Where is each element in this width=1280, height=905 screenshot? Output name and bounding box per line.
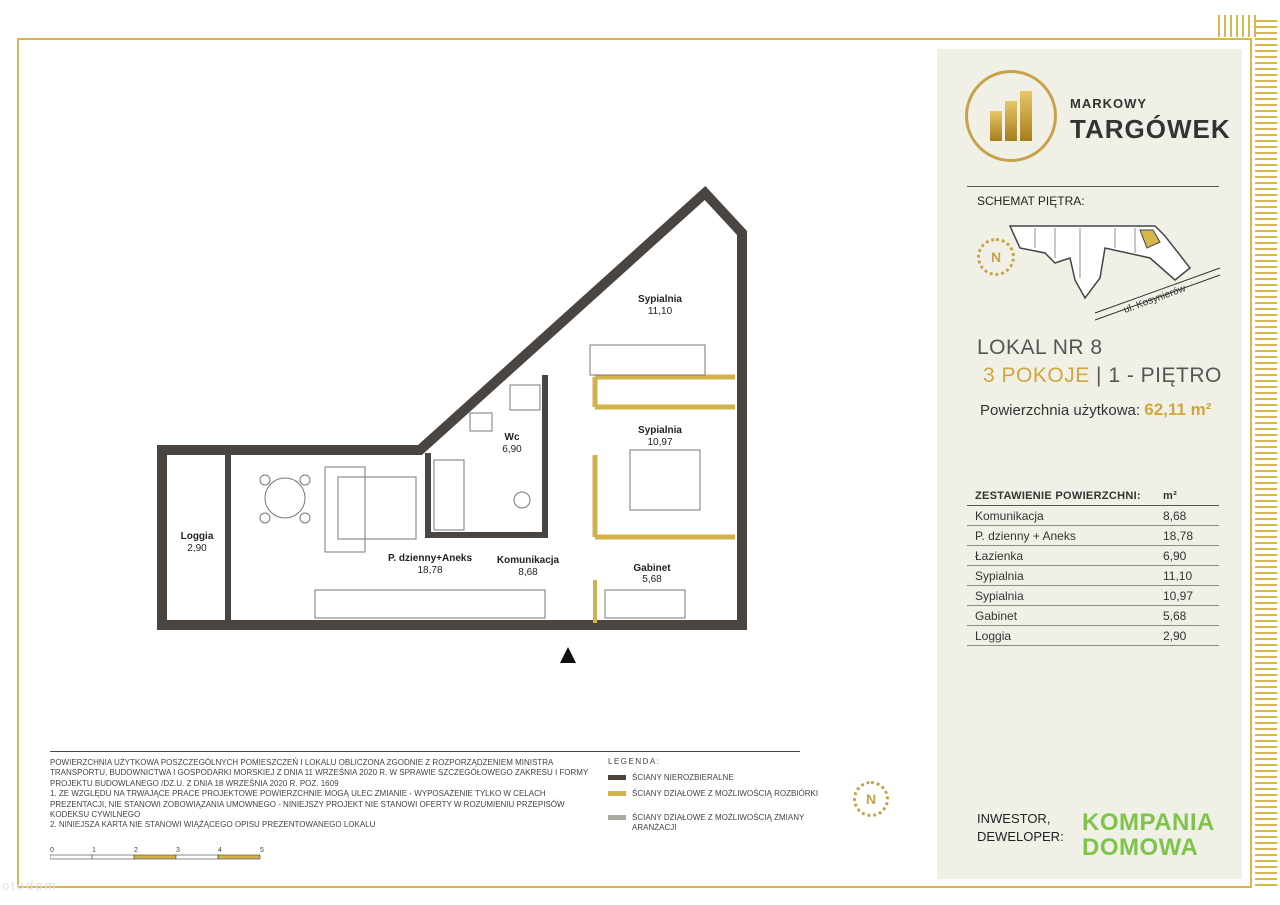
decorative-stripes-right	[1255, 20, 1277, 890]
lokal-number: LOKAL NR 8	[977, 336, 1103, 359]
table-row: Łazienka 6,90	[967, 546, 1219, 566]
notes-divider	[50, 751, 800, 752]
usable-area-label: Powierzchnia użytkowa:	[980, 402, 1145, 419]
room-label: Gabinet	[633, 563, 671, 574]
rooms-and-floor	[983, 364, 1222, 388]
rooms-count: 3 POKOJE	[983, 364, 1090, 387]
table-header	[967, 487, 1219, 506]
table-row: Gabinet 5,68	[967, 606, 1219, 626]
table-title: ZESTAWIENIE POWIERZCHNI:	[975, 490, 1141, 502]
svg-text:5: 5	[260, 847, 264, 854]
room-area: 5,68	[642, 574, 662, 585]
table-row: Komunikacja 8,68	[967, 506, 1219, 526]
table-row: Sypialnia 10,97	[967, 586, 1219, 606]
usable-area	[980, 400, 1211, 420]
room-label: Sypialnia	[638, 294, 682, 305]
street-label: ul. Kosynierów	[1122, 283, 1188, 316]
room-label: Loggia	[180, 531, 214, 542]
investor-label: INWESTOR, DEWELOPER:	[977, 811, 1064, 844]
legal-notes: POWIERZCHNIA UŻYTKOWA POSZCZEGÓLNYCH POMIESZCZEŃ I LOKALU OBLICZONA ZGODNIE Z ROZPORZĄDZENIEM MINISTRA TRANSPORTU, BUDOWNICTWA I GOSPODARKI MORSKIEJ Z DNIA 11 WRZEŚNIA 2020 R. W SPRAWIE SZCZEGÓŁOWEGO ZAKRESU I FORMY PROJEKTU BUDOWLANEGO /DZ.U. Z DNIA 18 WRZEŚNIA 2020 R. POZ. 1609 1. ZE WZGLĘDU NA TRWAJĄCE PRACE PROJEKTOWE POWIERZCHNIE MOGĄ ULEC ZMIANIE - WYPOSAŻENIE TYLKO W CELACH PREZENTACJI, NIE STANOWI ZOBOWIĄZANIA UMOWNEGO - NINIEJSZY PROJEKT NIE STANOWI OFERTY W ROZUMIENIU PRZEPISÓW KODEKSU CYWILNEGO 2. NINIEJSZA KARTA NIE STANOWI WIĄŻĄCEGO OPISU PREZENTOWANEGO LOKALU	[50, 758, 589, 830]
room-label: P. dzienny+Aneks	[387, 553, 473, 564]
watermark: otodom	[2, 878, 58, 893]
table-row: Loggia 2,90	[967, 626, 1219, 646]
scale-bar	[50, 845, 270, 865]
room-area: 6,90	[502, 444, 522, 455]
room-area: 10,97	[647, 437, 673, 448]
legend-item: ŚCIANY NIEROZBIERALNE	[608, 773, 822, 783]
floor-schema-label: SCHEMAT PIĘTRA:	[977, 194, 1085, 208]
compass-icon: N	[853, 781, 889, 817]
svg-text:2: 2	[134, 847, 138, 854]
brand-logo-icon	[965, 70, 1057, 162]
brand-name-small: MARKOWY	[1070, 96, 1148, 111]
developer-logo: KOMPANIA DOMOWA	[1082, 809, 1215, 861]
legend-title: LEGENDA:	[608, 757, 661, 766]
room-area: 11,10	[647, 306, 673, 317]
compass-icon: N	[977, 238, 1015, 276]
apartment-floor-plan	[150, 185, 750, 665]
room-label: Sypialnia	[638, 425, 682, 436]
svg-text:4: 4	[218, 847, 222, 854]
floor-label: | 1 - PIĘTRO	[1089, 364, 1222, 387]
svg-text:3: 3	[176, 847, 180, 854]
svg-text:0: 0	[50, 847, 54, 854]
info-sidebar	[937, 49, 1242, 879]
floor-schema-map	[975, 218, 1225, 338]
table-row: Sypialnia 11,10	[967, 566, 1219, 586]
room-area: 18,78	[417, 565, 443, 576]
legend-item: ŚCIANY DZIAŁOWE Z MOŻLIWOŚCIĄ ROZBIÓRKI	[608, 789, 822, 799]
table-row: P. dzienny + Aneks 18,78	[967, 526, 1219, 546]
table-unit: m²	[1163, 490, 1178, 502]
area-summary-table	[967, 487, 1219, 646]
brand-name-large: TARGÓWEK	[1070, 114, 1231, 144]
divider	[967, 186, 1219, 187]
decorative-stripes-top	[1218, 15, 1258, 37]
usable-area-value: 62,11 m²	[1144, 400, 1212, 419]
room-label: Wc	[504, 432, 520, 443]
legend-item: ŚCIANY DZIAŁOWE Z MOŻLIWOŚCIĄ ZMIANY ARANŻACJI	[608, 813, 822, 833]
room-label: Komunikacja	[496, 555, 560, 566]
room-area: 2,90	[187, 543, 207, 554]
room-area: 8,68	[518, 567, 538, 578]
svg-text:1: 1	[92, 847, 96, 854]
